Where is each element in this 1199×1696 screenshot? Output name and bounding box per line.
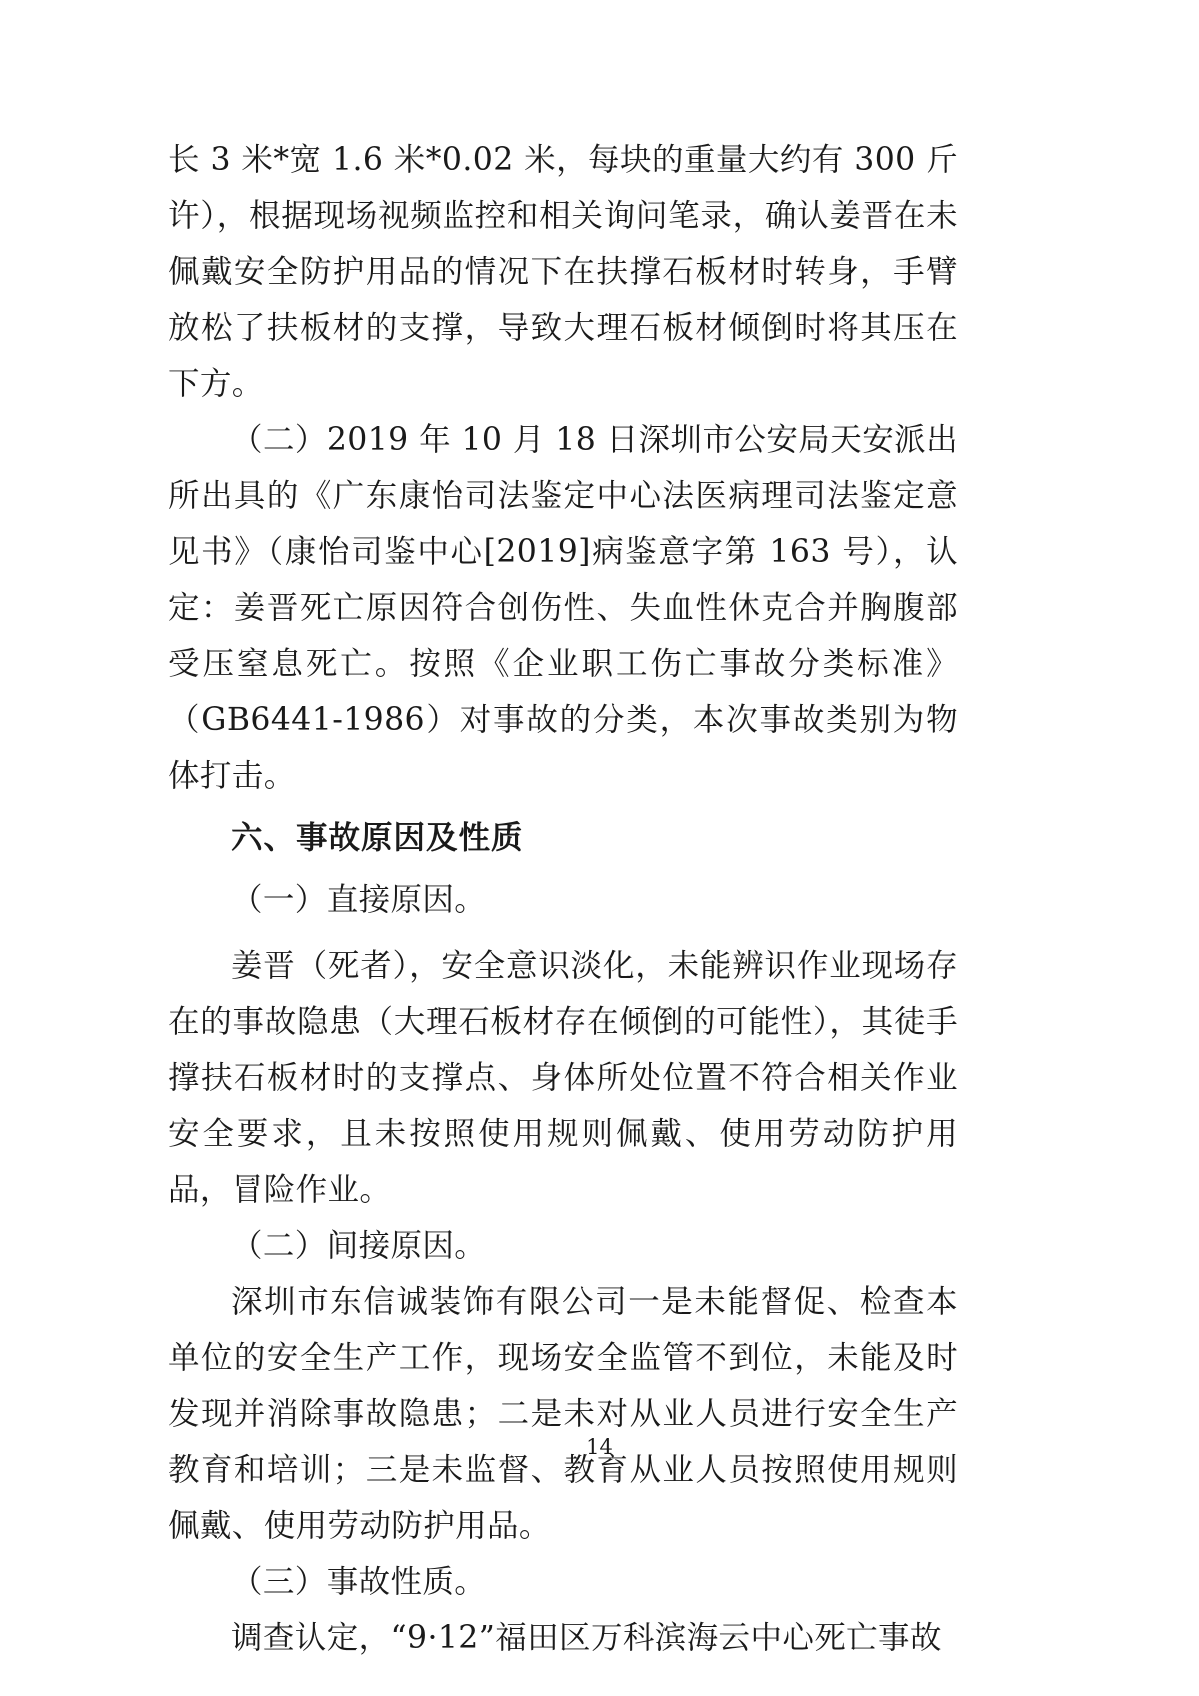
paragraph-indirect-cause-detail: 深圳市东信诚装饰有限公司一是未能督促、检查本单位的安全生产工作，现场安全监管不到位，未能及时发现并消除事故隐患；二是未对从业人员进行安全生产教育和培训；三是未监督、教育从业人员按照使用规则佩戴、使用劳动防护用品。 — [168, 1284, 958, 1544]
subheading-direct-cause: （一）直接原因。 — [231, 882, 487, 918]
subheading-accident-nature: （三）事故性质。 — [231, 1564, 487, 1600]
page-number: 14 — [586, 1435, 613, 1459]
spacer — [168, 928, 958, 938]
paragraph-direct-cause-detail: 姜晋（死者），安全意识淡化，未能辨识作业现场存在的事故隐患（大理石板材存在倾倒的可能性），其徒手撑扶石板材时的支撑点、身体所处位置不符合相关作业安全要求，且未按照使用规则佩戴、使用劳动防护用品，冒险作业。 — [168, 948, 958, 1208]
paragraph-accident-nature-detail: 调查认定，“9·12”福田区万科滨海云中心死亡事故 — [231, 1620, 942, 1656]
subheading-indirect-cause: （二）间接原因。 — [231, 1228, 487, 1264]
paragraph-accident-description: 长 3 米*宽 1.6 米*0.02 米，每块的重量大约有 300 斤许），根据现场视频监控和相关询问笔录，确认姜晋在未佩戴安全防护用品的情况下在扶撑石板材时转身，手臂放松了扶板材的支撑，导致大理石板材倾倒时将其压在下方。 — [168, 142, 958, 402]
section-heading-cause-and-nature: 六、事故原因及性质 — [231, 820, 524, 856]
paragraph-forensic-conclusion: （二）2019 年 10 月 18 日深圳市公安局天安派出所出具的《广东康怡司法鉴定中心法医病理司法鉴定意见书》（康怡司鉴中心[2019]病鉴意字第 163 号），认定：姜晋死亡原因符合创伤性、失血性休克合并胸腹部受压窒息死亡。按照《企业职工伤亡事故分类标准》（GB6441-1986）对事故的分类，本次事故类别为物体打击。 — [168, 422, 958, 794]
